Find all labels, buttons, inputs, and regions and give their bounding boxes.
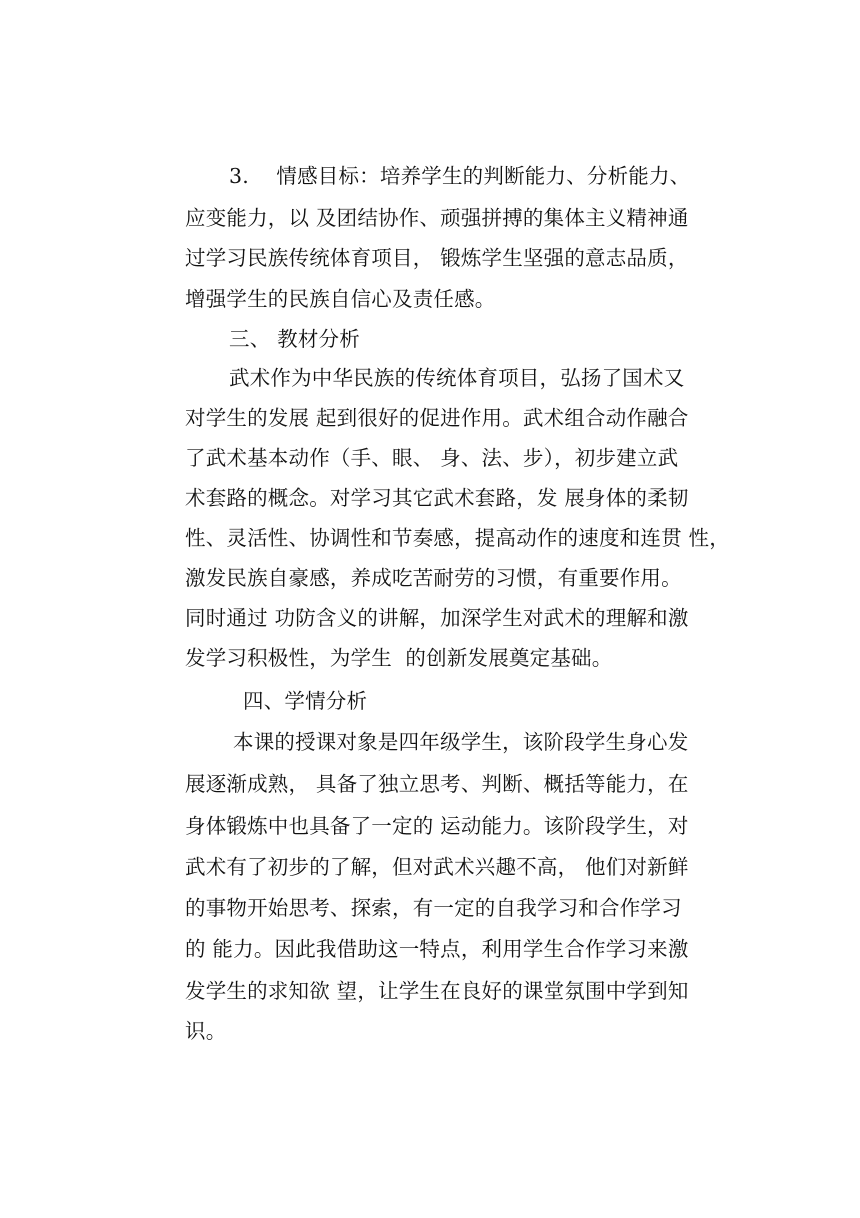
materials-line-5: 性、灵活性、协调性和节奏感，提高动作的速度和连贯 性， <box>185 526 730 550</box>
learner-line-6: 的 能力。因此我借助这一特点，利用学生合作学习来激 <box>185 937 689 961</box>
learner-line-1: 本课的授课对象是四年级学生，该阶段学生身心发 <box>233 730 689 754</box>
goal-3-line-1: 3. 情感目标：培养学生的判断能力、分析能力、 <box>229 164 691 188</box>
goal-3-line-2: 应变能力，以 及团结协作、顽强拼搏的集体主义精神通 <box>185 206 689 230</box>
materials-line-1: 武术作为中华民族的传统体育项目，弘扬了国术又 <box>229 366 685 390</box>
materials-line-8: 发学习积极性，为学生 的创新发展奠定基础。 <box>185 646 613 670</box>
learner-line-2: 展逐渐成熟， 具备了独立思考、判断、概括等能力，在 <box>185 772 689 796</box>
materials-line-2: 对学生的发展 起到很好的促进作用。武术组合动作融合 <box>185 406 689 430</box>
learner-line-3: 身体锻炼中也具备了一定的 运动能力。该阶段学生，对 <box>185 814 689 838</box>
learner-line-4: 武术有了初步的了解，但对武术兴趣不高， 他们对新鲜 <box>185 855 689 879</box>
goal-3-line-3: 过学习民族传统体育项目， 锻炼学生坚强的意志品质， <box>185 246 689 270</box>
section-heading-materials: 三、 教材分析 <box>229 327 360 351</box>
learner-line-5: 的事物开始思考、探索，有一定的自我学习和合作学习 <box>185 896 682 920</box>
materials-line-6: 激发民族自豪感，养成吃苦耐劳的习惯，有重要作用。 <box>185 566 682 590</box>
learner-line-8: 识。 <box>185 1019 227 1043</box>
materials-line-4: 术套路的概念。对学习其它武术套路，发 展身体的柔韧 <box>185 486 689 510</box>
goal-3-line-4: 增强学生的民族自信心及责任感。 <box>185 287 496 311</box>
materials-line-7: 同时通过 功防含义的讲解，加深学生对武术的理解和激 <box>185 606 689 630</box>
materials-line-3: 了武术基本动作（手、眼、 身、法、步），初步建立武 <box>185 446 679 470</box>
learner-line-7: 发学生的求知欲 望，让学生在良好的课堂氛围中学到知 <box>185 979 689 1003</box>
section-heading-learner-analysis: 四、学情分析 <box>243 689 368 713</box>
